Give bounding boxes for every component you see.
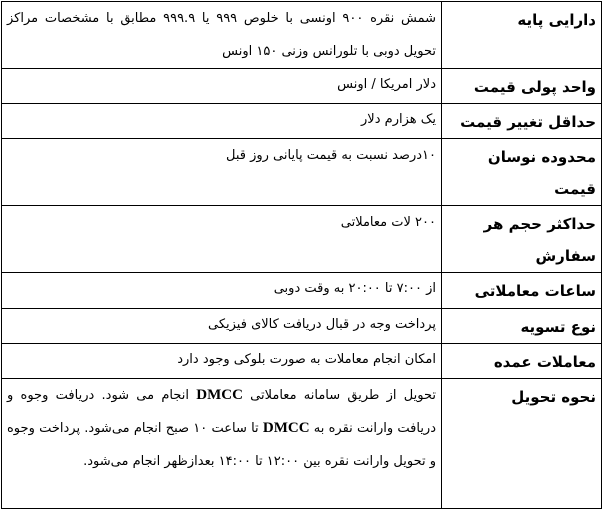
row-value: ۱۰درصد نسبت به قیمت پایانی روز قبل [2,139,442,206]
row-value: پرداخت وجه در قبال دریافت کالای فیزیکی [2,309,442,344]
delivery-text-part: تا ساعت ۱۰ صبح انجام می‌شود. پرداخت وجوه و تحویل وارانت نقره بین ۱۲:۰۰ تا ۱۴:۰۰ بعدازظهر انجام می‌شود. [7,421,436,469]
dmcc-brand: DMCC [196,387,243,403]
dmcc-brand: DMCC [262,420,310,436]
table-row-block-trades [2,344,602,379]
delivery-text-part: تحویل از طریق سامانه معاملاتی [242,388,436,403]
row-value: شمش نقره ۹۰۰ اونسی با خلوص ۹۹۹ یا ۹۹۹.۹ مطابق با مشخصات مراکز تحویل دوبی با تلورانس وزنی ۱۵۰ اونس [2,2,442,69]
row-label: معاملات عمده [442,344,602,379]
row-value: یک هزارم دلار [2,104,442,139]
row-label: محدوده نوسان قیمت [442,139,602,206]
row-label: ساعات معاملاتی [442,273,602,309]
row-label: حداکثر حجم هر سفارش [442,206,602,273]
row-label: نحوه تحویل [442,379,602,509]
table-row-tick-size [2,104,602,139]
table-row-settlement-type [2,309,602,344]
table-row-max-order-size [2,206,602,273]
delivery-text-part: انجام می شود. دریافت وجوه و دریافت وارانت نقره به [7,388,437,436]
row-value: امکان انجام معاملات به صورت بلوکی وجود دارد [2,344,442,379]
row-label: واحد پولی قیمت [442,69,602,104]
table-row-underlying-asset [2,2,602,69]
row-label: حداقل تغییر قیمت [442,104,602,139]
row-label: دارایی پایه [442,2,602,69]
row-value [2,379,442,509]
table-row-price-currency [2,69,602,104]
row-label: نوع تسویه [442,309,602,344]
table-row-delivery-method [2,379,602,509]
table-row-price-limit [2,139,602,206]
contract-specifications-table [1,1,602,509]
row-value: دلار امریکا / اونس [2,69,442,104]
row-value: ۲۰۰ لات معاملاتی [2,206,442,273]
row-value: از ۷:۰۰ تا ۲۰:۰۰ به وقت دوبی [2,273,442,309]
table-row-trading-hours [2,273,602,309]
